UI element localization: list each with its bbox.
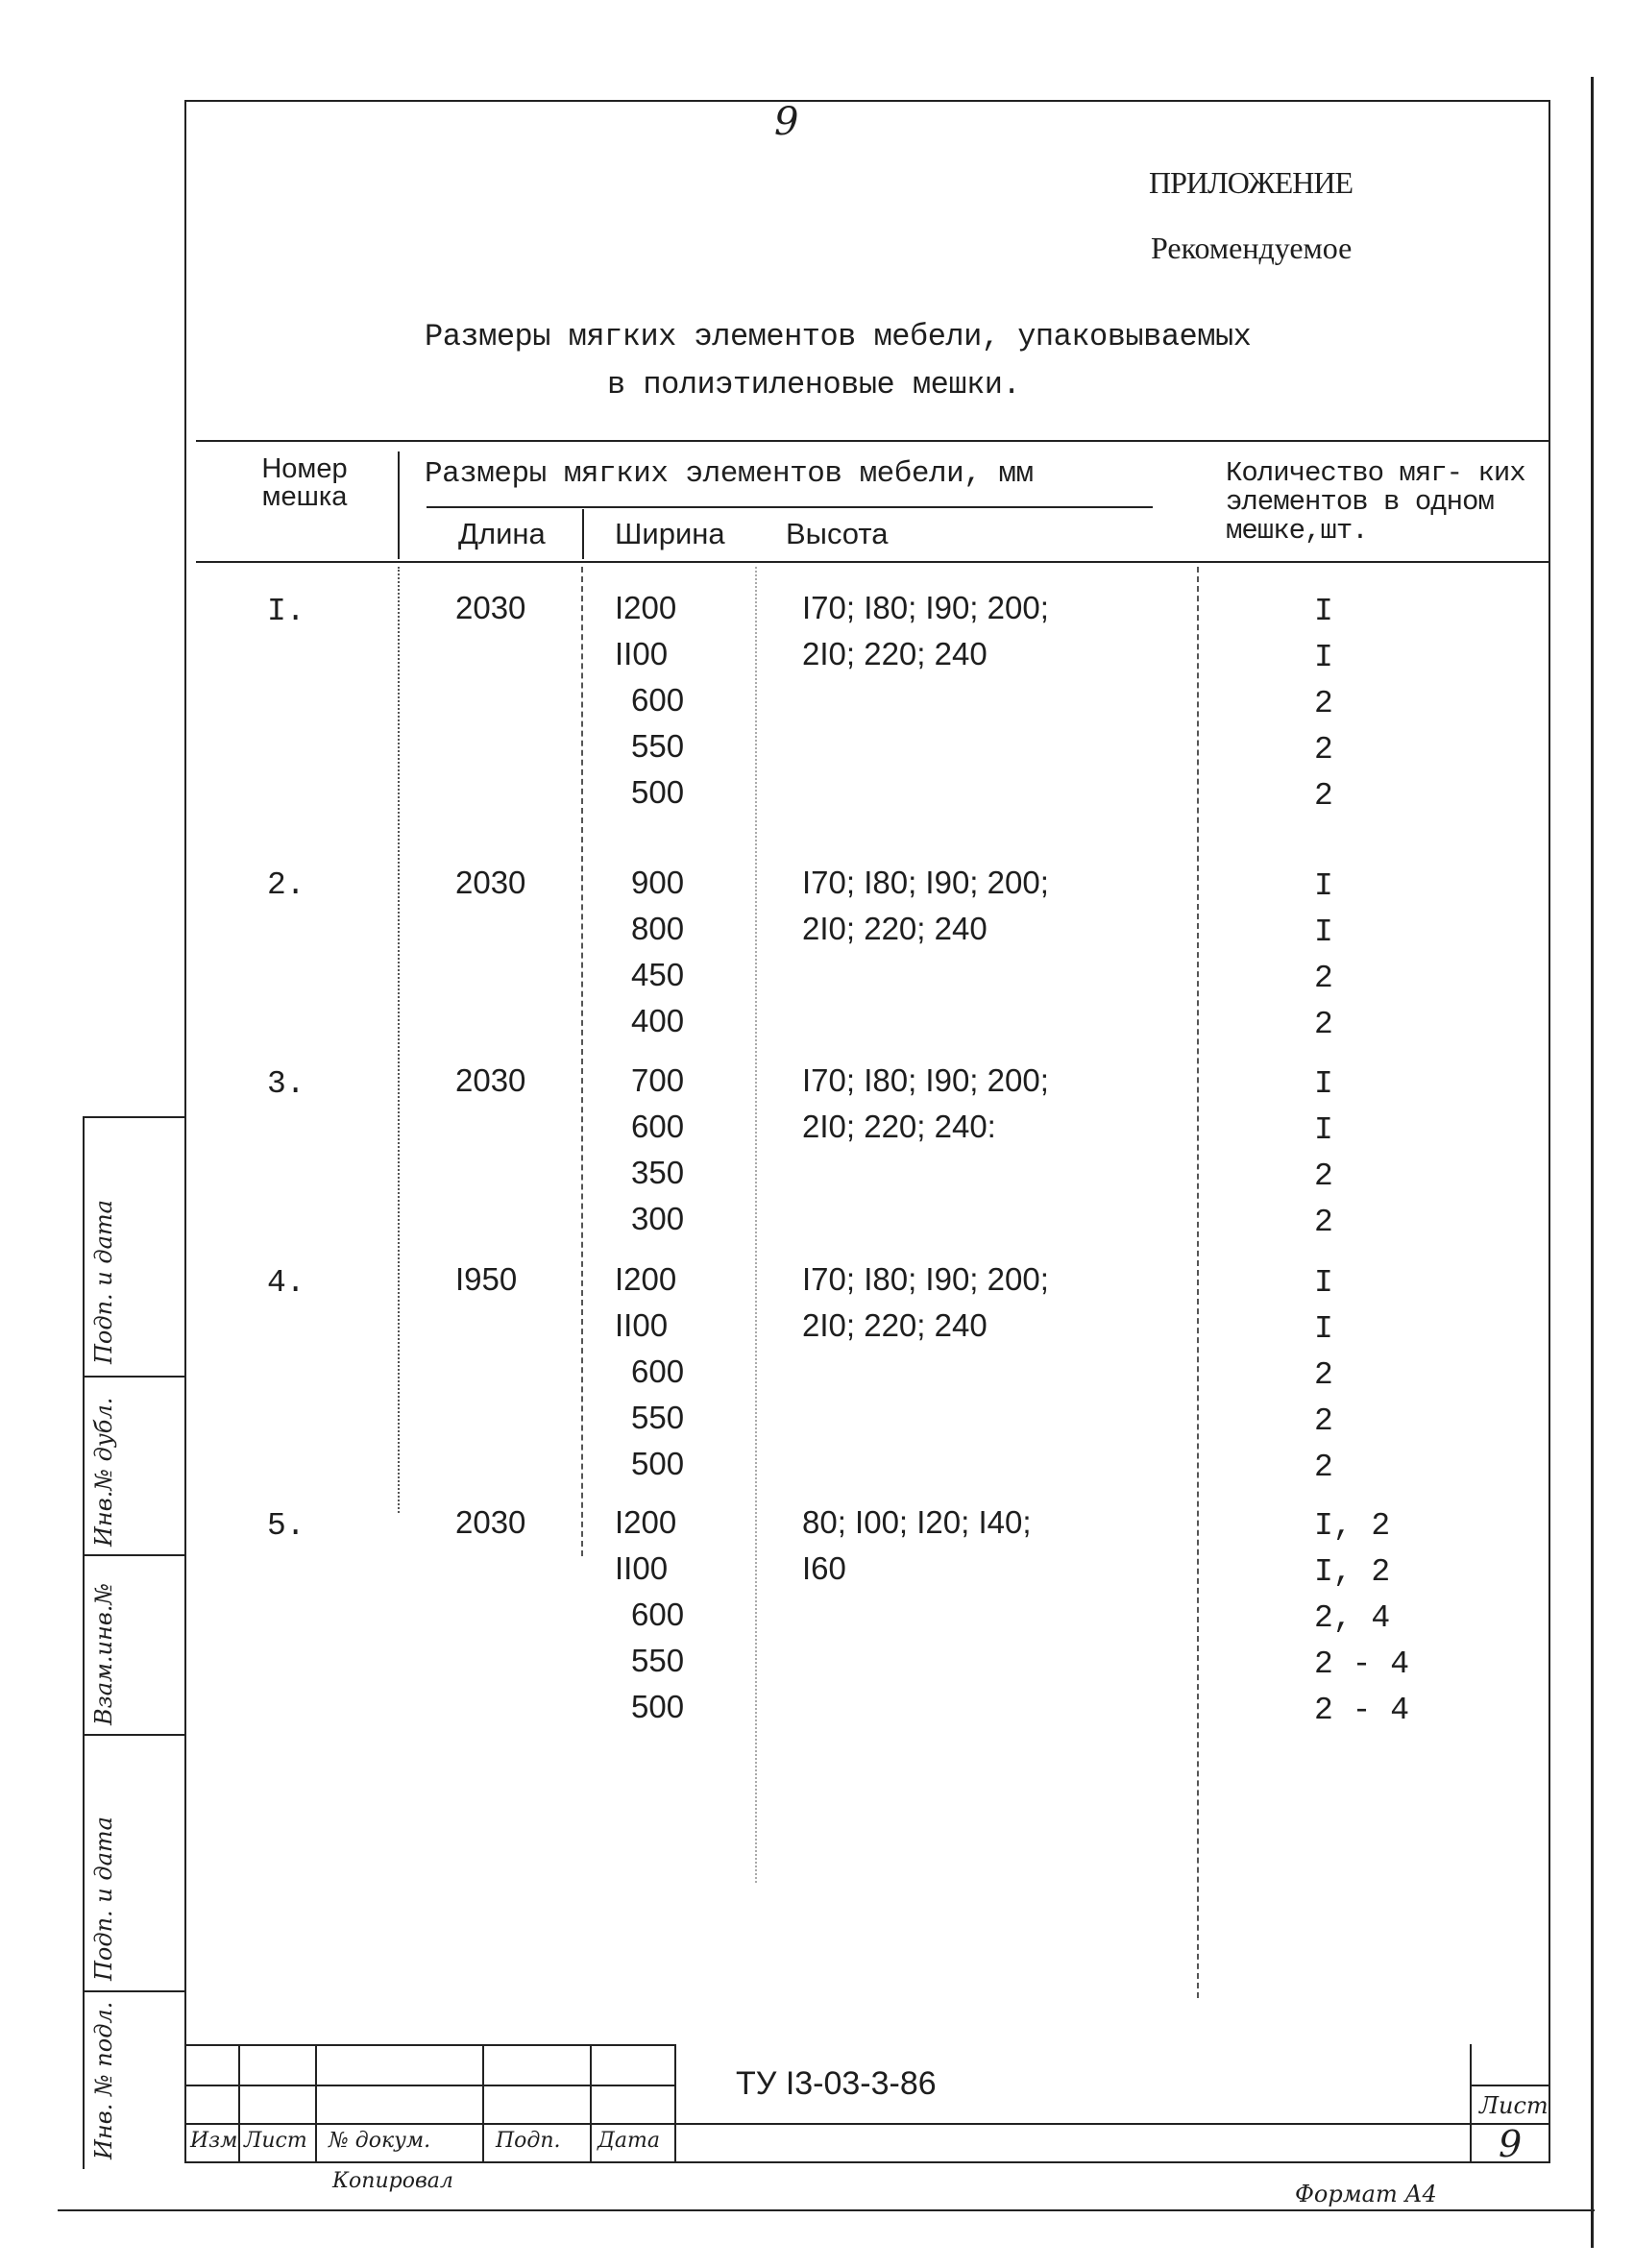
header-length: Длина (458, 517, 546, 550)
sheet-number: 9 (1499, 2123, 1523, 2165)
quantity-value: 2 (1314, 732, 1333, 768)
quantity-value: 2 - 4 (1314, 1646, 1410, 1682)
stamp-field-duplicate-inv: Инв.№ дубл. (90, 1397, 117, 1547)
header-dimensions-group: Размеры мягких элементов мебели, мм (425, 457, 1034, 491)
col-signature: Подп. (496, 2129, 561, 2153)
col-date: Дата (598, 2129, 660, 2153)
height-values: 80; I00; I20; I40; (802, 1504, 1032, 1540)
quantity-value: I (1314, 868, 1333, 904)
width-value: 600 (631, 1353, 685, 1389)
quantity-value: I (1314, 1265, 1333, 1301)
quantity-value: I (1314, 915, 1333, 950)
copied-by-label: Копировал (332, 2169, 453, 2193)
quantity-value: 2 (1314, 961, 1333, 996)
quantity-value: I (1314, 594, 1333, 629)
width-value: 550 (631, 1643, 685, 1678)
width-value: II00 (615, 1550, 669, 1586)
height-values: I70; I80; I90; 200; (802, 1261, 1049, 1297)
stamp-field-sign-date-1: Подп. и дата (90, 1200, 117, 1364)
bag-number: 2. (267, 867, 305, 903)
quantity-value: 2 (1314, 778, 1333, 814)
stamp-field-original-inv: Инв. № подл. (90, 2001, 117, 2159)
sheet-label: Лист (1479, 2092, 1549, 2119)
length-value: 2030 (455, 1504, 526, 1540)
width-value: 500 (631, 774, 685, 810)
width-value: 550 (631, 728, 685, 764)
quantity-value: 2 (1314, 1158, 1333, 1194)
col-sheet: Лист (244, 2129, 307, 2153)
document-title-line1: Размеры мягких элементов мебели, упаковываемых (425, 319, 1252, 354)
height-values: I70; I80; I90; 200; (802, 590, 1049, 625)
quantity-value: 2 - 4 (1314, 1693, 1410, 1728)
quantity-value: 2 (1314, 1450, 1333, 1485)
header-bag-number: Номер мешка (261, 453, 348, 512)
width-value: II00 (615, 636, 669, 671)
width-value: 600 (631, 682, 685, 718)
header-height: Высота (786, 517, 889, 550)
width-value: 800 (631, 911, 685, 946)
quantity-value: I, 2 (1314, 1508, 1391, 1544)
bag-number: 5. (267, 1508, 305, 1544)
col-doc-number: № докум. (329, 2129, 431, 2153)
quantity-value: I (1314, 1311, 1333, 1347)
length-value: I950 (455, 1261, 518, 1297)
width-value: 900 (631, 865, 685, 900)
length-value: 2030 (455, 865, 526, 900)
width-value: 500 (631, 1689, 685, 1724)
width-value: I200 (615, 1504, 677, 1540)
width-value: 600 (631, 1109, 685, 1144)
quantity-value: I (1314, 1112, 1333, 1148)
bag-number: 3. (267, 1066, 305, 1102)
col-change: Изм (190, 2129, 238, 2153)
quantity-value: I (1314, 1066, 1333, 1102)
width-value: I200 (615, 1261, 677, 1297)
length-value: 2030 (455, 1062, 526, 1098)
header-quantity: Количество мяг- ких элементов в одном мешке,шт. (1226, 457, 1525, 547)
quantity-value: 2 (1314, 686, 1333, 721)
width-value: 400 (631, 1003, 685, 1038)
width-value: II00 (615, 1307, 669, 1343)
quantity-value: 2 (1314, 1007, 1333, 1042)
height-values: 2I0; 220; 240 (802, 636, 988, 671)
header-width: Ширина (615, 517, 725, 550)
quantity-value: 2 (1314, 1205, 1333, 1240)
width-value: 550 (631, 1400, 685, 1435)
width-value: 500 (631, 1446, 685, 1481)
appendix-label: ПРИЛОЖЕНИЕ (1149, 165, 1354, 200)
stamp-field-sign-date-2: Подп. и дата (90, 1817, 117, 1981)
width-value: 450 (631, 957, 685, 992)
appendix-type: Рекомендуемое (1151, 231, 1353, 265)
quantity-value: 2 (1314, 1403, 1333, 1439)
height-values: 2I0; 220; 240 (802, 1307, 988, 1343)
height-values: 2I0; 220; 240 (802, 911, 988, 946)
width-value: 600 (631, 1597, 685, 1632)
stamp-field-replace-inv: Взам.инв.№ (90, 1582, 117, 1725)
document-title-line2: в полиэтиленовые мешки. (607, 367, 1021, 402)
width-value: I200 (615, 590, 677, 625)
format-label: Формат А4 (1295, 2181, 1437, 2207)
width-value: 700 (631, 1062, 685, 1098)
width-value: 350 (631, 1155, 685, 1190)
height-values: I70; I80; I90; 200; (802, 1062, 1049, 1098)
bag-number: 4. (267, 1265, 305, 1301)
height-values: I60 (802, 1550, 846, 1586)
document-code: ТУ I3-03-3-86 (736, 2065, 937, 2102)
height-values: I70; I80; I90; 200; (802, 865, 1049, 900)
quantity-value: 2 (1314, 1357, 1333, 1393)
height-values: 2I0; 220; 240: (802, 1109, 996, 1144)
quantity-value: 2, 4 (1314, 1600, 1391, 1636)
page-number: 9 (774, 100, 799, 144)
width-value: 300 (631, 1201, 685, 1236)
length-value: 2030 (455, 590, 526, 625)
quantity-value: I (1314, 640, 1333, 675)
bag-number: I. (267, 594, 305, 629)
quantity-value: I, 2 (1314, 1554, 1391, 1590)
